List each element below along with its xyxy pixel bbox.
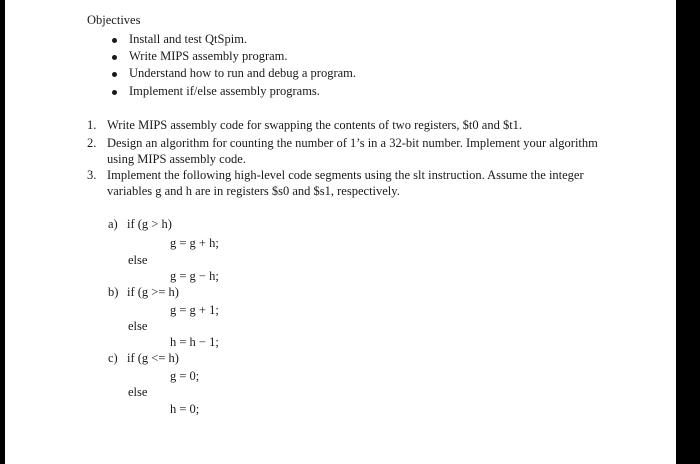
segment-then: g = g + h; bbox=[170, 236, 219, 250]
objective-text: Implement if/else assembly programs. bbox=[129, 84, 320, 98]
task-number: 1. bbox=[87, 118, 97, 132]
task-text: variables g and h are in registers $s0 and $s1, respectively. bbox=[107, 184, 400, 198]
segment-else-stmt: g = g − h; bbox=[170, 269, 219, 283]
bullet-icon bbox=[112, 72, 117, 77]
page-edge-left bbox=[0, 0, 5, 464]
objective-text: Write MIPS assembly program. bbox=[129, 49, 288, 63]
task-number: 2. bbox=[87, 136, 97, 150]
task-text: Implement the following high-level code segments using the slt instruction. Assume the integer bbox=[107, 168, 584, 182]
segment-else: else bbox=[128, 385, 148, 399]
task-number: 3. bbox=[87, 168, 97, 182]
objective-text: Install and test QtSpim. bbox=[129, 32, 248, 46]
segment-label: b) bbox=[108, 285, 119, 299]
segment-then: g = g + 1; bbox=[170, 303, 219, 317]
objective-text: Understand how to run and debug a program. bbox=[129, 66, 357, 80]
objectives-heading: Objectives bbox=[87, 13, 141, 27]
segment-else-stmt: h = 0; bbox=[170, 402, 200, 416]
task-text: Design an algorithm for counting the number of 1’s in a 32-bit number. Implement your algorithm bbox=[107, 136, 598, 150]
task-text: Write MIPS assembly code for swapping the contents of two registers, $t0 and $t1. bbox=[107, 118, 523, 132]
page-edge-right bbox=[676, 0, 700, 464]
task-text: using MIPS assembly code. bbox=[107, 152, 246, 166]
segment-condition: if (g <= h) bbox=[127, 351, 179, 365]
segment-else-stmt: h = h − 1; bbox=[170, 335, 219, 349]
segment-else: else bbox=[128, 319, 148, 333]
segment-then: g = 0; bbox=[170, 369, 200, 383]
bullet-icon bbox=[112, 90, 117, 95]
bullet-icon bbox=[112, 55, 117, 60]
segment-condition: if (g > h) bbox=[127, 217, 172, 231]
segment-condition: if (g >= h) bbox=[127, 285, 179, 299]
bullet-icon bbox=[112, 38, 117, 43]
segment-label: c) bbox=[108, 351, 118, 365]
segment-else: else bbox=[128, 253, 148, 267]
segment-label: a) bbox=[108, 217, 118, 231]
